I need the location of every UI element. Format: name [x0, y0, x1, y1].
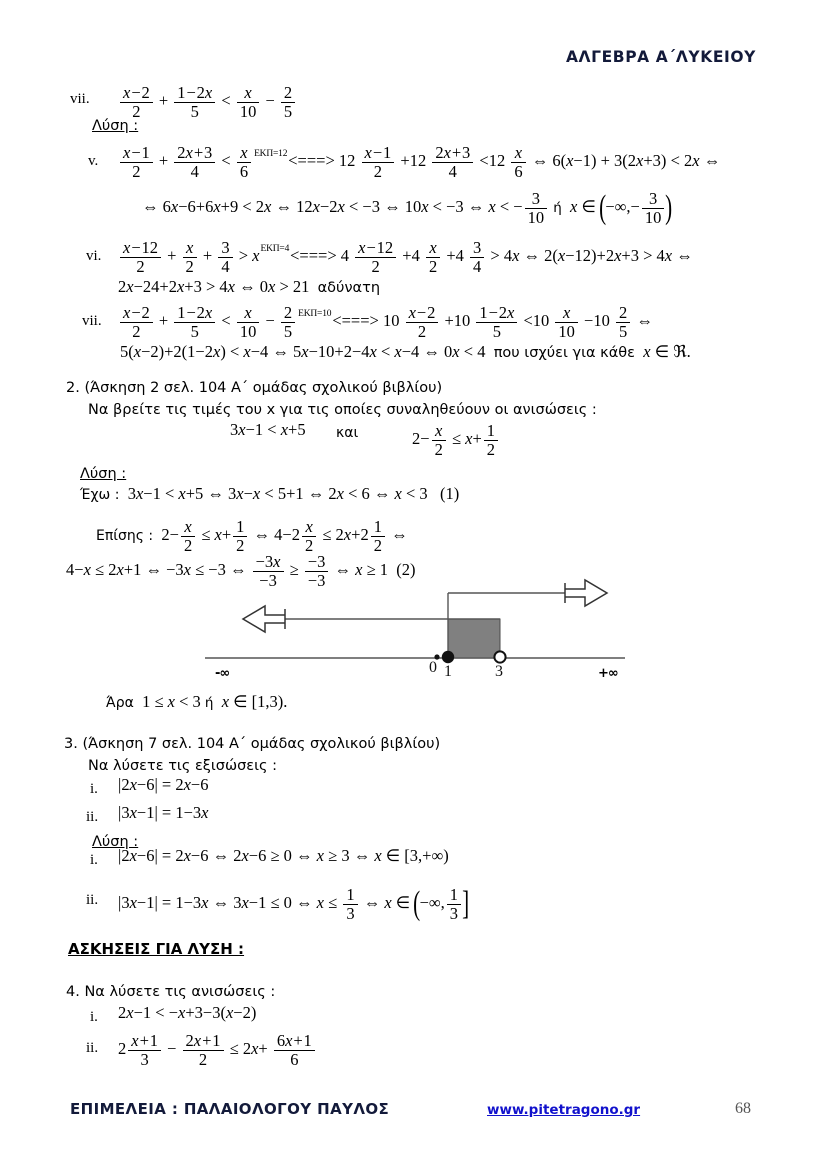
exercise-2-line-episis: Επίσης : 2− $\frac{x}{2}$ ≤ x+ $\frac{1}{2}$ ⇔ 4−2 $\frac{x}{2}$ ≤ 2x+2 $\frac{1}{2}$ ⇔ — [96, 517, 408, 555]
number-line-svg — [180, 575, 650, 690]
roman-numeral-v: v. — [88, 153, 99, 169]
item-label-v — [88, 152, 98, 170]
footer-author: ΕΠΙΜΕΛΕΙΑ : ΠΑΛΑΙΟΛΟΓΟΥ ΠΑΥΛΟΣ — [70, 1100, 390, 1118]
minus-infinity-label: -∞ — [215, 666, 230, 681]
intersection-shaded-region — [448, 619, 500, 658]
roman-numeral-vii-2: vii. — [82, 313, 102, 329]
exercise-2-title: (Άσκηση 2 σελ. 104 Α΄ ομάδας σχολικού βιβλίου) — [84, 380, 443, 396]
inequality-vii-statement: $\frac{x-2}{2}$ + $\frac{1-2x}{5}$ < $\frac{x}{10}$ − $\frac{2}{5}$ — [118, 84, 297, 121]
equation-v-line1: $\frac{x-1}{2}$ + $\frac{2x+3}{4}$ < $\frac{x}{6}$ $^{EK\Pi=12}$<===> 12 $\frac{x-1}{2}$ +12 $\frac{2x+3}{4}$ <12 $\frac{x}{6}$ ⇔ 6(x−1) + 3(2x+3) < 2x ⇔ — [118, 144, 720, 181]
exercise-3-number: 3. — [64, 736, 78, 752]
exercise-4-number: 4. — [66, 984, 80, 1000]
exercise-2-line-exo: Έχω : 3x−1 < x+5 ⇔ 3x−x < 5+1 ⇔ 2x < 6 ⇔ x < 3 (1) — [80, 484, 460, 503]
exercise-4-item-ii-label: ii. — [86, 1040, 99, 1056]
page-title: ΑΛΓΕΒΡΑ Α΄ΛΥΚΕΙΟΥ — [565, 48, 756, 66]
tick-label-0: 0 — [429, 659, 437, 676]
exercise-2-prompt: Να βρείτε τις τιμές του x για τις οποίες συναληθεύουν οι ανισώσεις : — [88, 402, 597, 418]
exercises-for-solving-heading: ΑΣΚΗΣΕΙΣ ΓΙΑ ΛΥΣΗ : — [68, 940, 245, 958]
open-point-3 — [494, 651, 505, 662]
equation-v-line2: ⇔ 6x−6+6x+9 < 2x ⇔ 12x−2x < −3 ⇔ 10x < −3 ⇔ x < − $\frac{3}{10}$ ή x ∈ (−∞,− $\frac{3}{10}$ ) — [142, 189, 673, 227]
holds-for-all-label: που ισχύει για κάθε — [493, 345, 635, 361]
exercise-2-inequality-b: 2− $\frac{x}{2}$ ≤ x+ $\frac{1}{2}$ — [412, 422, 500, 459]
lcm-label-4: ΕΚΠ=4 — [260, 244, 290, 255]
exercise-3-prompt: Να λύσετε τις εξισώσεις : — [88, 758, 278, 774]
tick-label-3: 3 — [495, 663, 503, 680]
solution-label-3: Λύση : — [92, 834, 139, 850]
exercise-3-item-ii: |3x−1| = 1−3x — [118, 803, 209, 822]
exercise-4-heading — [66, 984, 275, 1000]
conjunction-i: ή — [553, 200, 562, 217]
equation-vii-line1: $\frac{x-2}{2}$ + $\frac{1-2x}{5}$ < $\frac{x}{10}$ − $\frac{2}{5}$ $^{EK\Pi=10}$<===> 10 $\frac{x-2}{2}$ +10 $\frac{1-2x}{5}$ <10 $\frac{x}{10}$ −10 $\frac{2}{5}$ ⇔ — [118, 304, 653, 341]
footer-website-link[interactable]: www.pitetragono.gr — [487, 1102, 641, 1118]
solution-label-1: Λύση : — [92, 118, 139, 134]
equation-vii-line2: 5(x−2)+2(1−2x) < x−4 ⇔ 5x−10+2−4x < x−4 ⇔ 0x < 4 που ισχύει για κάθε x ∈ ℜ. — [120, 342, 691, 361]
exo-label: Έχω : — [80, 487, 120, 503]
exercise-2-inequality-a: 3x−1 < x+5 — [230, 420, 306, 439]
equation-vi-line2: 2x−24+2x+3 > 4x ⇔ 0x > 21 αδύνατη — [118, 277, 381, 296]
exercise-3-item-i: |2x−6| = 2x−6 — [118, 775, 209, 794]
exercise-3-heading — [64, 736, 440, 752]
page-number: 68 — [735, 1100, 751, 1117]
exercise-3-item-i-label: i. — [90, 781, 98, 797]
exercise-4-item-i-label: i. — [90, 1009, 98, 1025]
exercise-2-number: 2. — [66, 380, 80, 396]
paren-close: ) — [665, 189, 673, 227]
exercise-2-heading — [66, 380, 442, 396]
closed-point-1 — [442, 651, 454, 663]
exercise-4-prompt: Να λύσετε τις ανισώσεις : — [84, 984, 276, 1000]
exercise-3-sol-i-label: i. — [90, 852, 98, 868]
result-1-tag: (1) — [440, 484, 460, 503]
paren-open-2: ( — [413, 885, 421, 923]
exercise-3-solution-ii: |3x−1| = 1−3x ⇔ 3x−1 ≤ 0 ⇔ x ≤ $\frac{1}{3}$ ⇔ x ∈ (−∞, $\frac{1}{3}$ ] — [118, 885, 470, 923]
paren-open: ( — [599, 189, 607, 227]
solution-label-2: Λύση : — [80, 466, 127, 482]
exercise-3-item-ii-label: ii. — [86, 809, 99, 825]
exercise-4-item-ii: 2 $\frac{x+1}{3}$ − $\frac{2x+1}{2}$ ≤ 2x+ $\frac{6x+1}{6}$ — [118, 1032, 317, 1069]
number-line-diagram — [180, 575, 650, 690]
left-arrow-icon — [243, 606, 285, 632]
roman-numeral-vi: vi. — [86, 248, 102, 264]
exercise-3-sol-ii-label: ii. — [86, 892, 99, 908]
episis-label: Επίσης : — [96, 528, 154, 545]
exercise-4-item-i: 2x−1 < −x+3−3(x−2) — [118, 1003, 257, 1022]
roman-numeral-vii: vii. — [70, 91, 90, 107]
ara-label: Άρα — [106, 695, 134, 711]
item-label-vii — [82, 312, 102, 330]
bracket-close-2: ] — [462, 885, 470, 923]
item-label-vi — [86, 247, 101, 265]
impossible-label: αδύνατη — [317, 280, 381, 296]
exercise-2-line-last: 4−x ≤ 2x+1 ⇔ −3x ≤ −3 ⇔ $\frac{-3x}{-3}$ ≥ $\frac{-3}{-3}$ ⇔ x ≥ 1 (2) — [66, 552, 416, 590]
conjunction-kai: και — [336, 425, 359, 441]
tick-label-1: 1 — [444, 663, 452, 680]
result-2-tag: (2) — [396, 560, 416, 580]
lcm-label-12: ΕΚΠ=12 — [254, 149, 288, 160]
plus-infinity-label: +∞ — [598, 666, 618, 681]
right-arrow-icon — [565, 580, 607, 606]
exercise-3-title: (Άσκηση 7 σελ. 104 Α΄ ομάδας σχολικού βιβλίου) — [82, 736, 441, 752]
exercise-3-solution-i: |2x−6| = 2x−6 ⇔ 2x−6 ≥ 0 ⇔ x ≥ 3 ⇔ x ∈ [3,+∞) — [118, 846, 449, 865]
exercise-2-conclusion: Άρα 1 ≤ x < 3 ή x ∈ [1,3). — [106, 692, 288, 711]
lcm-label-10: ΕΚΠ=10 — [298, 309, 332, 320]
conjunction-i-2: ή — [204, 695, 214, 711]
item-label-vii-statement — [70, 90, 90, 108]
equation-vi-line1: $\frac{x-12}{2}$ + $\frac{x}{2}$ + $\frac{3}{4}$ > $x^{EK\Pi=4}<===> 4$ $\frac{x-12}{2}$ +4 $\frac{x}{2}$ +4 $\frac{3}{4}$ > 4x ⇔ 2(x−12)+2x+3 > 4x ⇔ — [118, 239, 693, 276]
